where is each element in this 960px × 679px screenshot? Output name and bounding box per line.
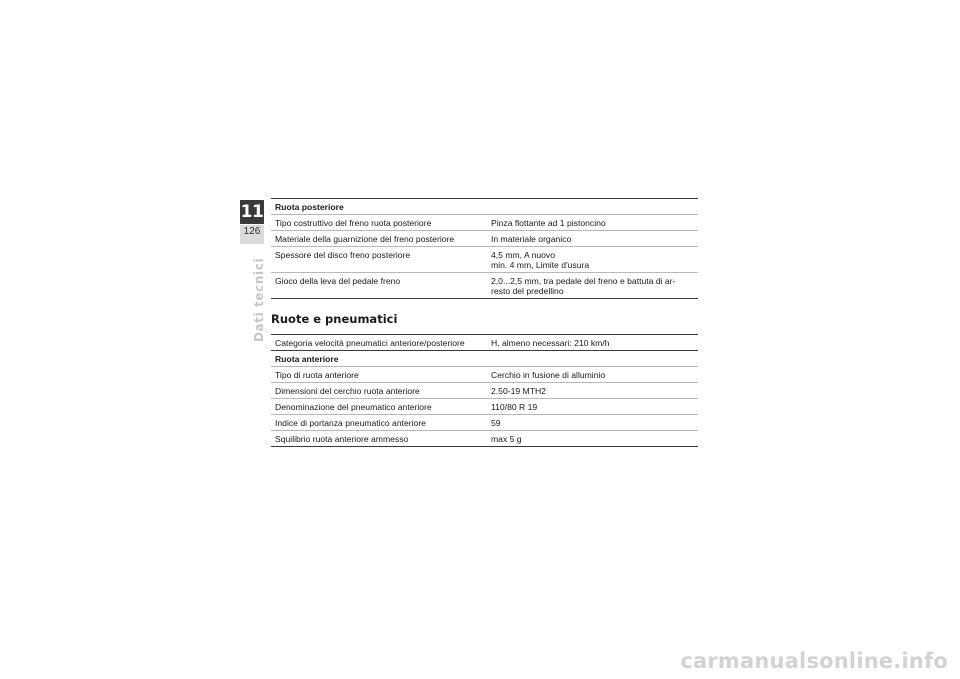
spec-key: Gioco della leva del pedale freno (271, 273, 486, 299)
front-wheel-heading: Ruota anteriore (271, 351, 698, 367)
spec-value: Cerchio in fusione di alluminio (486, 367, 698, 383)
spec-value (486, 231, 698, 247)
spec-value (486, 247, 698, 273)
page-content (271, 198, 698, 447)
spec-value (486, 215, 698, 231)
spec-key: Materiale della guarnizione del freno posteriore (271, 231, 486, 247)
spec-value-line: Pinza flottante ad 1 pistoncino (491, 218, 606, 228)
table-row (271, 231, 698, 247)
table-row (271, 199, 698, 215)
section-title: Ruote e pneumatici (271, 312, 398, 326)
spec-key: Tipo di ruota anteriore (271, 367, 486, 383)
spec-value: 59 (486, 415, 698, 431)
table-row (271, 273, 698, 299)
table-row (271, 399, 698, 415)
table-row (271, 383, 698, 399)
spec-value: max 5 g (486, 431, 698, 447)
spec-key: Spessore del disco freno posteriore (271, 247, 486, 273)
spec-value: 2.50-19 MTH2 (486, 383, 698, 399)
spec-value-line: In materiale organico (491, 234, 572, 244)
spec-key: Denominazione del pneumatico anteriore (271, 399, 486, 415)
table-row (271, 215, 698, 231)
chapter-number: 11 (240, 202, 264, 222)
rear-wheel-heading: Ruota posteriore (271, 199, 698, 215)
spec-value-line: 2,0...2,5 mm, tra pedale del freno e battuta di ar- (491, 276, 676, 286)
watermark: carmanualsonline.info (680, 649, 948, 673)
spec-key: Tipo costruttivo del freno ruota posteriore (271, 215, 486, 231)
table-row (271, 335, 698, 351)
spec-value-line: 4,5 mm, A nuovo (491, 250, 556, 260)
table-row (271, 351, 698, 367)
spec-value: 110/80 R 19 (486, 399, 698, 415)
spec-value-line: resto del predellino (491, 286, 564, 296)
spec-key: Indice di portanza pneumatico anteriore (271, 415, 486, 431)
wheels-tyres-table (271, 334, 698, 447)
table-row (271, 415, 698, 431)
chapter-title: Dati tecnici (252, 257, 266, 342)
spec-key: Squilibrio ruota anteriore ammesso (271, 431, 486, 447)
table-row (271, 247, 698, 273)
table-row (271, 367, 698, 383)
chapter-separator (240, 224, 264, 225)
spec-value-line: min. 4 mm, Limite d'usura (491, 260, 590, 270)
spec-key: Dimensioni del cerchio ruota anteriore (271, 383, 486, 399)
spec-value (486, 273, 698, 299)
spec-key: Categoria velocità pneumatici anteriore/posteriore (271, 335, 486, 351)
page-number: 126 (243, 226, 261, 237)
rear-wheel-table (271, 198, 698, 299)
table-row (271, 431, 698, 447)
spec-value: H, almeno necessari: 210 km/h (486, 335, 698, 351)
